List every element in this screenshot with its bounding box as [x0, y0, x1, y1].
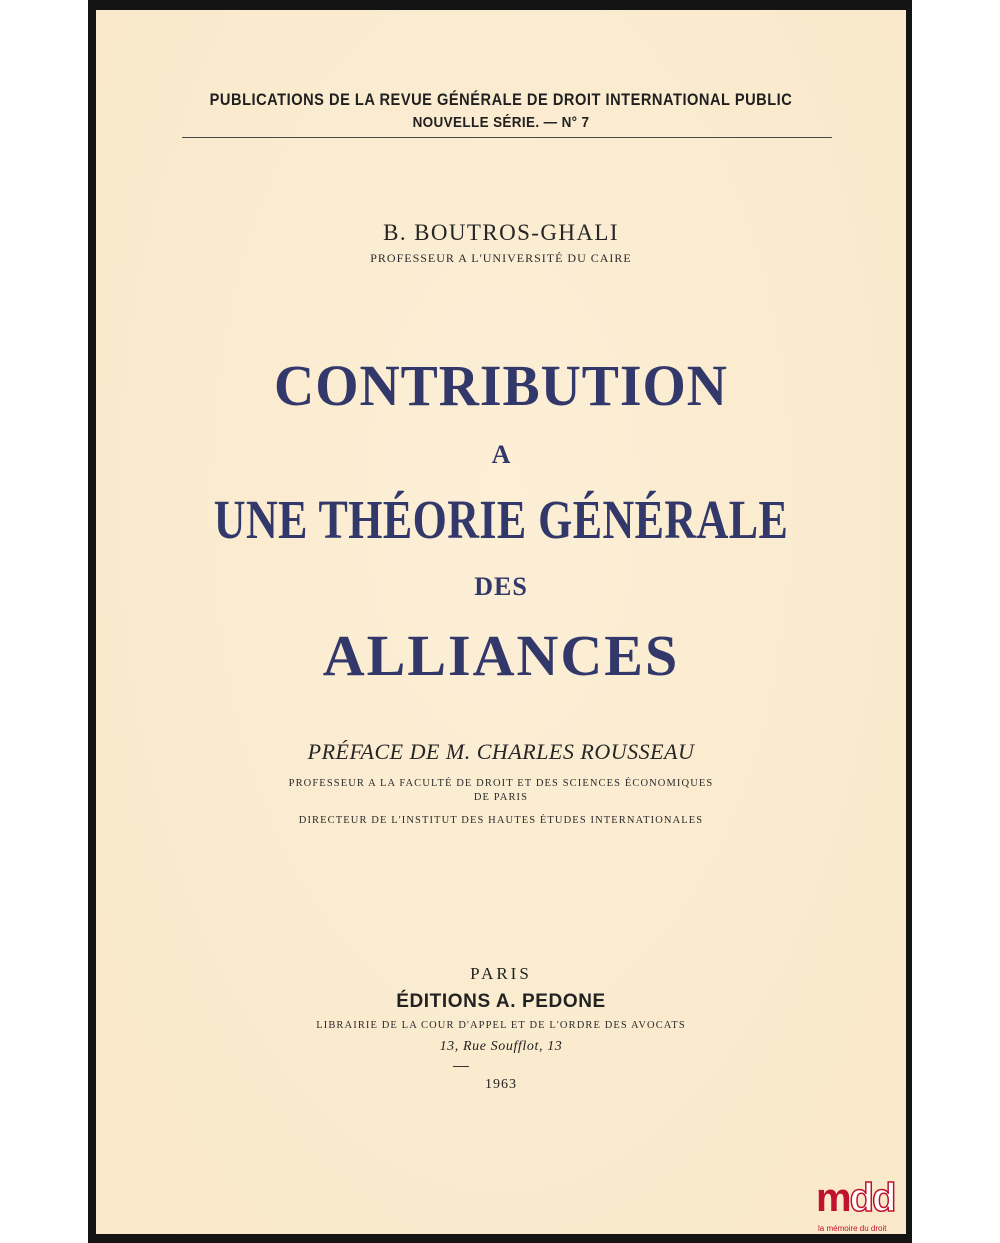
imprint-year: 1963 [485, 1077, 517, 1092]
title-line-4: DES [474, 572, 528, 601]
title-line-2: A [491, 440, 511, 469]
author-title: PROFESSEUR A L'UNIVERSITÉ DU CAIRE [370, 251, 632, 265]
imprint-address: 13, Rue Soufflot, 13 [439, 1039, 563, 1054]
series-line-1: PUBLICATIONS DE LA REVUE GÉNÉRALE DE DROIT INTERNATIONAL PUBLIC [209, 90, 793, 109]
logo-tagline: la mémoire du droit [818, 1224, 887, 1233]
preface-heading: PRÉFACE DE M. CHARLES ROUSSEAU [307, 739, 695, 764]
title-line-1: CONTRIBUTION [274, 353, 728, 418]
imprint-dash [453, 1066, 469, 1067]
logo-mark: mdd [816, 1176, 895, 1220]
imprint-city: PARIS [470, 964, 532, 983]
imprint-bookshop: LIBRAIRIE DE LA COUR D'APPEL ET DE L'ORDRE DES AVOCATS [316, 1020, 686, 1031]
header-divider [182, 137, 832, 138]
preface-credential-1: PROFESSEUR A LA FACULTÉ DE DROIT ET DES SCIENCES ÉCONOMIQUES [288, 778, 714, 789]
series-line-2: NOUVELLE SÉRIE. — N° 7 [412, 114, 590, 131]
author-name: B. BOUTROS-GHALI [383, 220, 619, 245]
mdd-watermark-logo [812, 1174, 912, 1234]
preface-credential-3: DIRECTEUR DE L'INSTITUT DES HAUTES ÉTUDES INTERNATIONALES [298, 815, 704, 826]
title-line-5: ALLIANCES [322, 623, 680, 688]
preface-credential-2: DE PARIS [473, 792, 529, 803]
imprint-publisher: ÉDITIONS A. PEDONE [396, 991, 606, 1012]
title-line-3: UNE THÉORIE GÉNÉRALE [213, 489, 789, 550]
book-cover [96, 10, 906, 1234]
